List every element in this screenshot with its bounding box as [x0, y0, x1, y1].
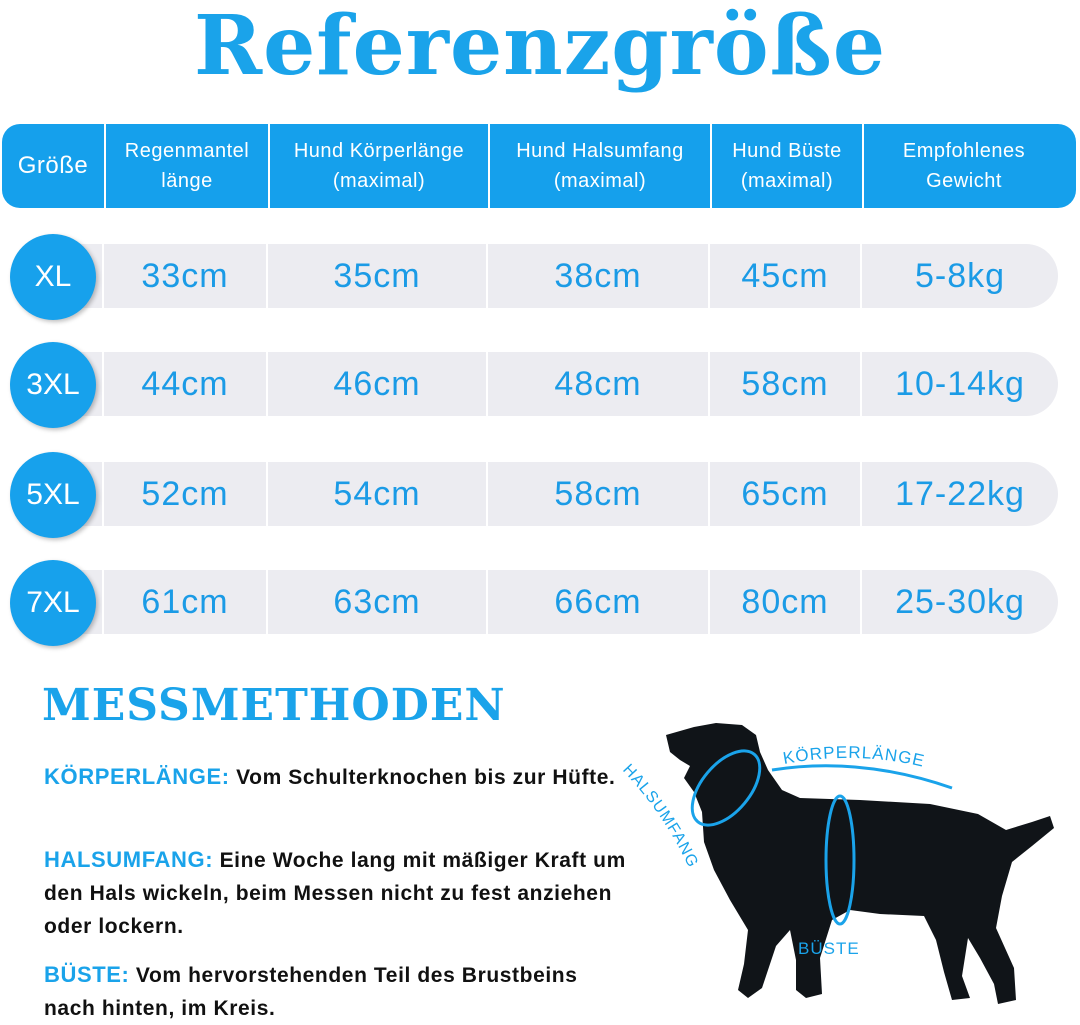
header-body-length: Hund Körperlänge (maximal): [293, 140, 465, 192]
method-label: KÖRPERLÄNGE:: [44, 764, 230, 789]
cell-coat-length: 52cm: [141, 474, 229, 513]
table-header: [2, 124, 1076, 208]
dog-measurement-diagram: [600, 660, 1080, 1024]
cell-weight: 17-22kg: [895, 474, 1025, 513]
cell-weight: 5-8kg: [914, 256, 1006, 295]
size-badge: 3XL: [10, 342, 96, 428]
cell-body-length: 46cm: [333, 364, 421, 403]
method-bust: [44, 958, 634, 1025]
dog-silhouette: [666, 723, 1054, 1004]
cell-neck: 38cm: [554, 256, 642, 295]
cell-weight: 10-14kg: [895, 364, 1025, 403]
method-body-length: [44, 760, 634, 794]
method-label: BÜSTE:: [44, 962, 130, 987]
method-text: Eine Woche lang mit mäßiger Kraft um den Hals wickeln, beim Messen nicht zu fest anziehen oder lockern.: [44, 849, 626, 938]
header-neck: Hund Halsumfang (maximal): [516, 140, 684, 192]
method-label: HALSUMFANG:: [44, 847, 214, 872]
table-row: [0, 562, 1080, 646]
size-badge: 7XL: [10, 560, 96, 646]
header-size: Größe: [17, 152, 89, 179]
size-badge: 5XL: [10, 452, 96, 538]
cell-weight: 25-30kg: [895, 582, 1025, 621]
cell-bust: 80cm: [741, 582, 829, 621]
header-bust: Hund Büste (maximal): [732, 140, 842, 192]
header-weight: Empfohlenes Gewicht: [902, 140, 1026, 192]
table-row: [0, 344, 1080, 428]
cell-coat-length: 44cm: [141, 364, 229, 403]
cell-coat-length: 33cm: [141, 256, 229, 295]
table-row: [0, 236, 1080, 320]
method-neck: [44, 843, 634, 943]
body-length-line: [772, 766, 952, 788]
page-title: Referenzgröße: [193, 0, 887, 94]
cell-bust: 45cm: [741, 256, 829, 295]
cell-neck: 66cm: [554, 582, 642, 621]
label-koerperlaenge: KÖRPERLÄNGE: [781, 742, 927, 771]
cell-bust: 65cm: [741, 474, 829, 513]
cell-body-length: 35cm: [333, 256, 421, 295]
label-halsumfang: HALSUMFANG: [619, 761, 702, 871]
cell-neck: 58cm: [554, 474, 642, 513]
label-bueste: BÜSTE: [798, 939, 860, 958]
cell-body-length: 63cm: [333, 582, 421, 621]
cell-neck: 48cm: [554, 364, 642, 403]
method-text: Vom hervorstehenden Teil des Brustbeins nach hinten, im Kreis.: [44, 964, 578, 1020]
header-coat-length: Regenmantel länge: [124, 140, 250, 192]
cell-body-length: 54cm: [333, 474, 421, 513]
methods-title: MESSMETHODEN: [42, 680, 506, 731]
table-row: [0, 454, 1080, 538]
cell-coat-length: 61cm: [141, 582, 229, 621]
cell-bust: 58cm: [741, 364, 829, 403]
method-text: Vom Schulterknochen bis zur Hüfte.: [229, 766, 616, 789]
size-badge: XL: [10, 234, 96, 320]
